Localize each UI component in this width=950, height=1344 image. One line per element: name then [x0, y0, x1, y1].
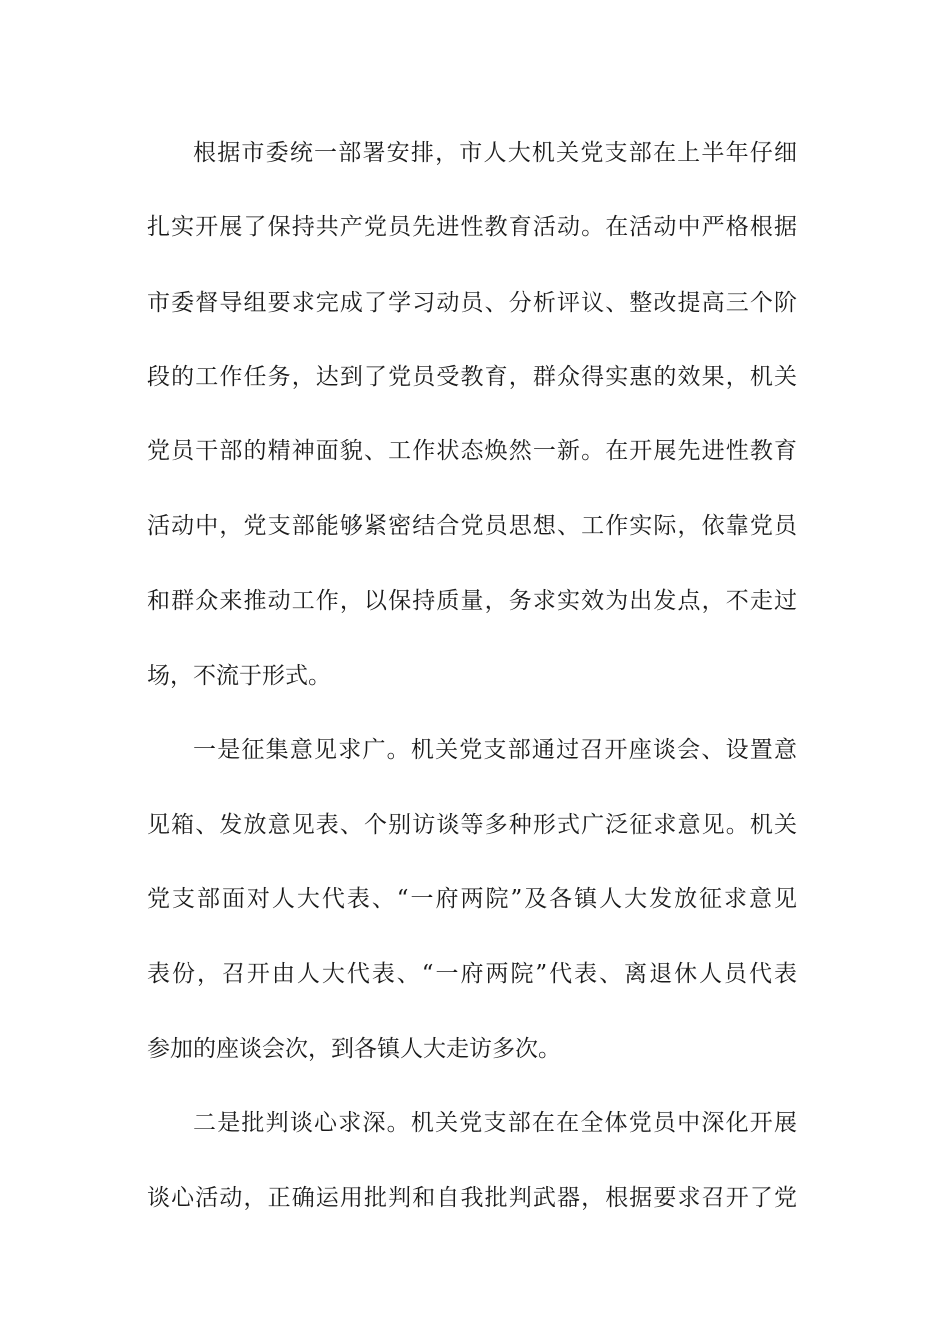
paragraph-1-line-8: 场，不流于形式。 [147, 663, 331, 689]
paragraph-3-line-1: 二是批判谈心求深。机关党支部在在全体党员中深化开展 [193, 1110, 797, 1136]
paragraph-1-line-5: 党员干部的精神面貌、工作状态焕然一新。在开展先进性教育 [147, 438, 797, 464]
paragraph-1-line-4: 段的工作任务，达到了党员受教育，群众得实惠的效果，机关 [147, 364, 797, 390]
paragraph-2-line-4: 表份，召开由人大代表、“一府两院”代表、离退休人员代表 [147, 961, 797, 987]
paragraph-2-line-5: 参加的座谈会次，到各镇人大走访多次。 [147, 1036, 561, 1062]
paragraph-1-line-1: 根据市委统一部署安排，市人大机关党支部在上半年仔细 [193, 140, 797, 166]
paragraph-2-line-1: 一是征集意见求广。机关党支部通过召开座谈会、设置意 [193, 737, 797, 763]
paragraph-2-line-2: 见箱、发放意见表、个别访谈等多种形式广泛征求意见。机关 [147, 812, 797, 838]
paragraph-1-line-6: 活动中，党支部能够紧密结合党员思想、工作实际，依靠党员 [147, 513, 797, 539]
paragraph-1-line-2: 扎实开展了保持共产党员先进性教育活动。在活动中严格根据 [147, 214, 797, 240]
paragraph-3-line-2: 谈心活动，正确运用批判和自我批判武器，根据要求召开了党 [147, 1185, 797, 1211]
paragraph-1-line-7: 和群众来推动工作，以保持质量，务求实效为出发点，不走过 [147, 588, 797, 614]
paragraph-1-line-3: 市委督导组要求完成了学习动员、分析评议、整改提高三个阶 [147, 290, 797, 316]
paragraph-2-line-3: 党支部面对人大代表、“一府两院”及各镇人大发放征求意见 [147, 886, 797, 912]
